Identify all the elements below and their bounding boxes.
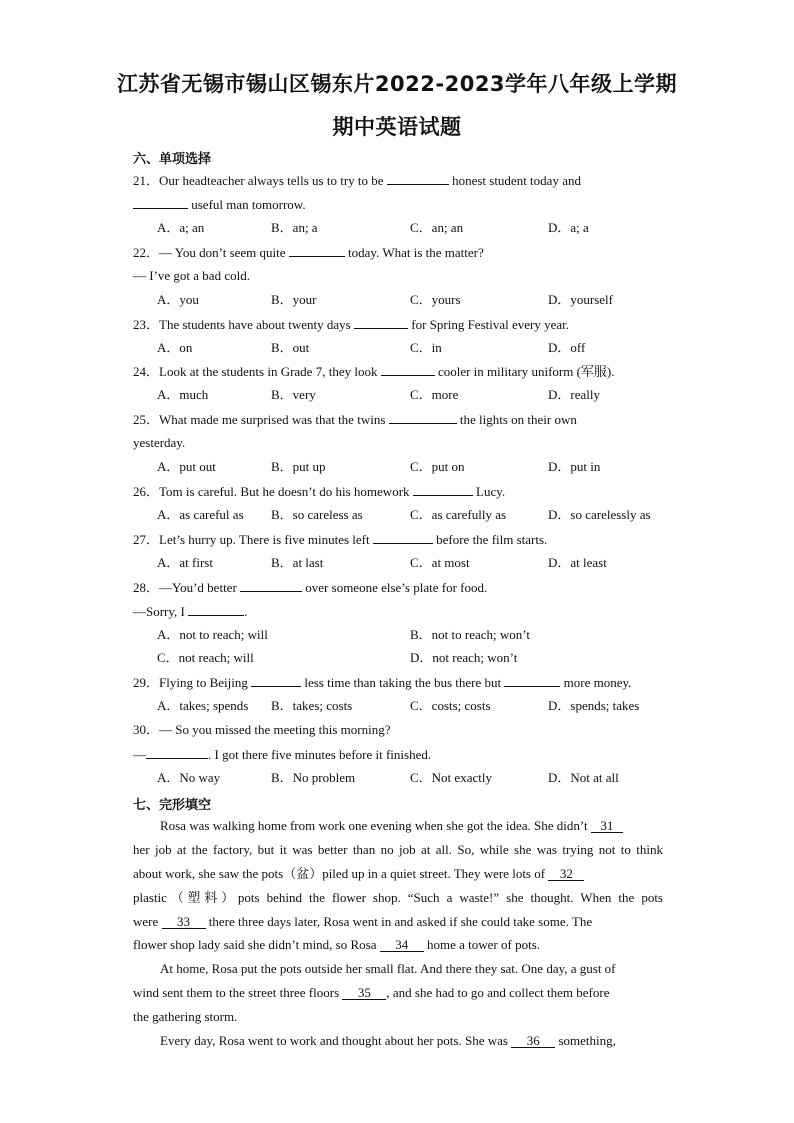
question-number: 30． bbox=[133, 722, 160, 737]
question-number: 29． bbox=[133, 675, 160, 690]
cloze-blank-31: 31 bbox=[591, 819, 623, 833]
option-d: D．Not at all bbox=[548, 770, 619, 785]
passage-text: Rosa was walking home from work one evening when she got the idea. She didn’t bbox=[160, 818, 588, 833]
question-27 bbox=[133, 531, 663, 548]
option-d: D．spends; takes bbox=[548, 698, 640, 713]
passage-text: were bbox=[133, 914, 159, 929]
question-24 bbox=[133, 363, 663, 380]
question-number: 25． bbox=[133, 412, 160, 427]
passage-line: her job at the factory, but it was better than no job at all. So, while she was trying not to think bbox=[133, 842, 663, 857]
option-a: A．put out bbox=[157, 459, 216, 474]
option-d: D．not reach; won’t bbox=[410, 650, 518, 665]
option-a: A．as careful as bbox=[157, 507, 244, 522]
question-22-response: — I’ve got a bad cold. bbox=[133, 268, 250, 283]
question-text: — bbox=[133, 747, 146, 762]
page-subtitle: 期中英语试题 bbox=[332, 115, 462, 139]
question-number: 28． bbox=[133, 580, 160, 595]
option-b: B．takes; costs bbox=[271, 698, 353, 713]
option-b: B．No problem bbox=[271, 770, 356, 785]
cloze-blank-35: 35 bbox=[342, 986, 386, 1000]
question-number: 21． bbox=[133, 173, 160, 188]
question-number: 22． bbox=[133, 245, 160, 260]
option-b: B．very bbox=[271, 387, 316, 402]
passage-line bbox=[133, 866, 663, 882]
option-a: A．on bbox=[157, 340, 193, 355]
question-21-cont bbox=[133, 196, 663, 213]
question-25 bbox=[133, 411, 663, 428]
question-text: . bbox=[244, 604, 248, 619]
question-text: Tom is careful. But he doesn’t do his homework bbox=[159, 484, 410, 499]
passage-line: the gathering storm. bbox=[133, 1009, 238, 1024]
option-d: D．really bbox=[548, 387, 600, 402]
question-30-response bbox=[133, 746, 663, 763]
question-text: Our headteacher always tells us to try to be bbox=[159, 173, 384, 188]
option-a: A．a; an bbox=[157, 220, 205, 235]
option-a: A．takes; spends bbox=[157, 698, 249, 713]
passage-text: wind sent them to the street three floors bbox=[133, 985, 340, 1000]
question-text: more money. bbox=[563, 675, 632, 690]
passage-line bbox=[160, 818, 660, 834]
cloze-blank-33: 33 bbox=[162, 915, 206, 929]
passage-text: there three days later, Rosa went in and asked if she could take some. The bbox=[208, 914, 593, 929]
question-number: 24． bbox=[133, 364, 160, 379]
option-a: A．much bbox=[157, 387, 209, 402]
passage-line bbox=[133, 985, 663, 1001]
question-26 bbox=[133, 483, 663, 500]
answer-blank bbox=[146, 746, 208, 759]
option-b: B．so careless as bbox=[271, 507, 363, 522]
passage-line: At home, Rosa put the pots outside her small flat. And there they sat. One day, a gust of bbox=[160, 961, 616, 976]
question-21 bbox=[133, 172, 663, 189]
passage-text: Every day, Rosa went to work and thought about her pots. She was bbox=[160, 1033, 508, 1048]
question-25-cont: yesterday. bbox=[133, 435, 186, 450]
answer-blank bbox=[251, 674, 301, 687]
question-number: 23． bbox=[133, 317, 160, 332]
question-text: Let’s hurry up. There is five minutes left bbox=[159, 532, 370, 547]
answer-blank bbox=[289, 244, 345, 257]
option-d: D．off bbox=[548, 340, 586, 355]
passage-text: about work, she saw the pots（盆）piled up in a quiet street. They were lots of bbox=[133, 866, 546, 881]
question-text: — So you missed the meeting this morning? bbox=[159, 722, 391, 737]
answer-blank bbox=[373, 531, 433, 544]
option-a: A．you bbox=[157, 292, 199, 307]
option-b: B．your bbox=[271, 292, 317, 307]
question-23 bbox=[133, 316, 663, 333]
section-heading-single-choice: 六、单项选择 bbox=[133, 152, 212, 167]
answer-blank bbox=[240, 579, 302, 592]
question-28 bbox=[133, 579, 663, 596]
passage-line bbox=[133, 914, 663, 930]
question-text: Look at the students in Grade 7, they look bbox=[159, 364, 378, 379]
question-text: Lucy. bbox=[476, 484, 506, 499]
question-29 bbox=[133, 674, 663, 691]
option-c: C．more bbox=[410, 387, 459, 402]
question-text: —You’d better bbox=[159, 580, 237, 595]
option-d: D．put in bbox=[548, 459, 601, 474]
passage-text: home a tower of pots. bbox=[427, 937, 541, 952]
question-22 bbox=[133, 244, 663, 261]
option-c: C．at most bbox=[410, 555, 470, 570]
option-b: B．at last bbox=[271, 555, 324, 570]
answer-blank bbox=[389, 411, 457, 424]
cloze-blank-36: 36 bbox=[511, 1034, 555, 1048]
option-d: D．a; a bbox=[548, 220, 589, 235]
question-text: — You don’t seem quite bbox=[159, 245, 286, 260]
option-a: A．No way bbox=[157, 770, 221, 785]
option-a: A．not to reach; will bbox=[157, 627, 268, 642]
question-28-response bbox=[133, 603, 663, 620]
passage-line: plastic（塑料）pots behind the flower shop. “Such a waste!” she thought. When the pots bbox=[133, 890, 663, 905]
question-text: The students have about twenty days bbox=[159, 317, 351, 332]
option-c: C．not reach; will bbox=[157, 650, 254, 665]
question-text: What made me surprised was that the twins bbox=[159, 412, 386, 427]
passage-text: , and she had to go and collect them before bbox=[386, 985, 610, 1000]
question-text: over someone else’s plate for food. bbox=[305, 580, 488, 595]
passage-line bbox=[133, 937, 663, 953]
question-text: for Spring Festival every year. bbox=[411, 317, 569, 332]
passage-text: something, bbox=[558, 1033, 616, 1048]
option-b: B．out bbox=[271, 340, 310, 355]
question-30 bbox=[133, 722, 663, 738]
option-d: D．at least bbox=[548, 555, 607, 570]
option-c: C．put on bbox=[410, 459, 465, 474]
question-number: 27． bbox=[133, 532, 160, 547]
option-d: D．so carelessly as bbox=[548, 507, 651, 522]
passage-text: flower shop lady said she didn’t mind, so Rosa bbox=[133, 937, 377, 952]
option-c: C．Not exactly bbox=[410, 770, 492, 785]
option-c: C．as carefully as bbox=[410, 507, 507, 522]
question-text: useful man tomorrow. bbox=[191, 197, 306, 212]
answer-blank bbox=[354, 316, 408, 329]
option-b: B．an; a bbox=[271, 220, 318, 235]
question-text: the lights on their own bbox=[459, 412, 577, 427]
option-b: B．not to reach; won’t bbox=[410, 627, 530, 642]
option-a: A．at first bbox=[157, 555, 213, 570]
answer-blank bbox=[133, 196, 188, 209]
question-text: cooler in military uniform (军服). bbox=[437, 364, 615, 379]
option-d: D．yourself bbox=[548, 292, 613, 307]
answer-blank bbox=[188, 603, 244, 616]
answer-blank bbox=[504, 674, 560, 687]
section-heading-cloze: 七、完形填空 bbox=[133, 798, 212, 813]
answer-blank bbox=[387, 172, 449, 185]
option-c: C．in bbox=[410, 340, 442, 355]
cloze-blank-32: 32 bbox=[548, 867, 584, 881]
option-c: C．an; an bbox=[410, 220, 464, 235]
question-text: today. What is the matter? bbox=[348, 245, 484, 260]
cloze-blank-34: 34 bbox=[380, 938, 424, 952]
question-text: honest student today and bbox=[452, 173, 581, 188]
question-number: 26． bbox=[133, 484, 160, 499]
page-title: 江苏省无锡市锡山区锡东片2022-2023学年八年级上学期 bbox=[116, 72, 678, 96]
option-c: C．yours bbox=[410, 292, 461, 307]
option-b: B．put up bbox=[271, 459, 326, 474]
answer-blank bbox=[381, 363, 435, 376]
question-text: less time than taking the bus there but bbox=[304, 675, 502, 690]
answer-blank bbox=[413, 483, 473, 496]
option-c: C．costs; costs bbox=[410, 698, 491, 713]
question-text: before the film starts. bbox=[436, 532, 548, 547]
question-text: . I got there five minutes before it finished. bbox=[208, 747, 432, 762]
question-text: Flying to Beijing bbox=[159, 675, 248, 690]
question-text: —Sorry, I bbox=[133, 604, 185, 619]
passage-line bbox=[160, 1033, 662, 1049]
